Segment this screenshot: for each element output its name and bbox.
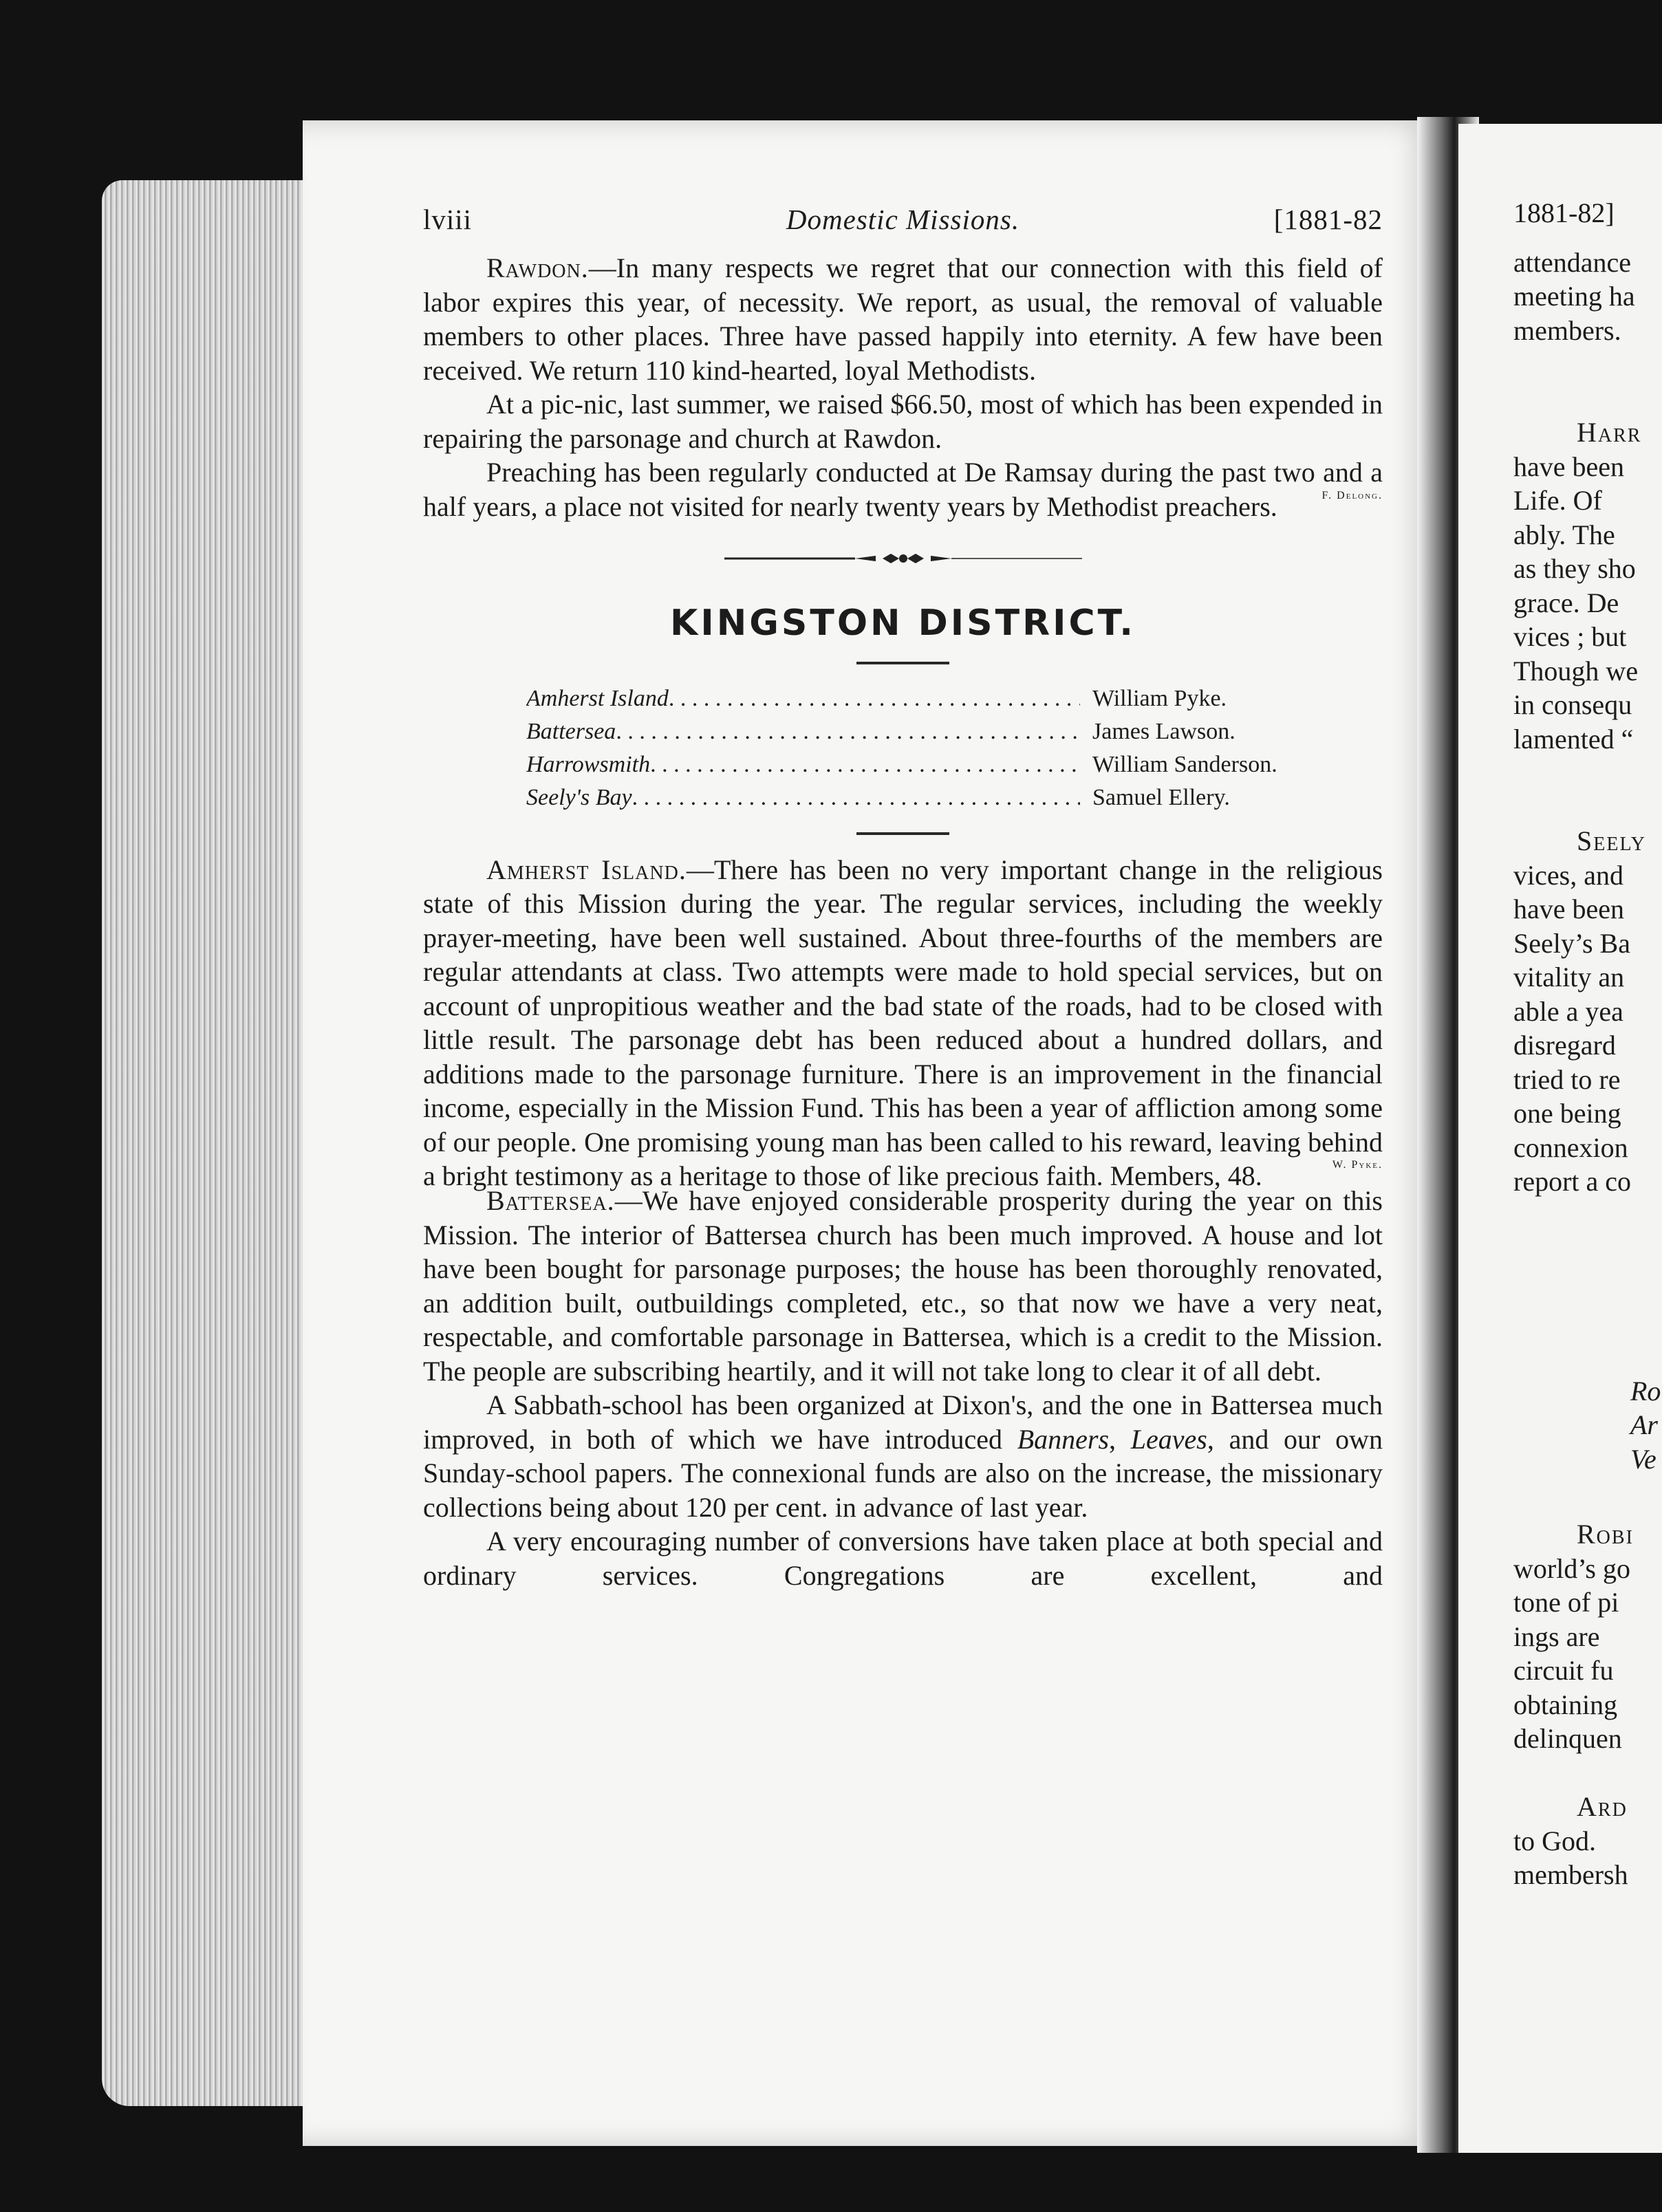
text-line: circuit fu: [1513, 1655, 1614, 1686]
text-line: [1513, 1756, 1662, 1790]
text-line: Robi: [1577, 1519, 1634, 1550]
text-line: Seely: [1577, 825, 1646, 856]
amherst-paragraph: Amherst Island.—There has been no very important change in the religious state of this Mission during the year. The regular services, including the weekly prayer-meeting, have been well sustained. About three-fourths of the members are regular attendants at class. Two attempts were made to hold special services, but on account of unpropitious weather and the bad state of the roads, had to be closed with little result. The parsonage debt has been reduced about a hundred dollars, and additions made to the parsonage furniture. There is an improvement in the financial income, especially in the Mission Fund. This has been a year of affliction among some of our people. One promising young man has been called to his reward, leaving behind a bright testimony as a heritage to those of like precious faith. Members, 48.: [423, 854, 1383, 1191]
district-title: KINGSTON DISTRICT.: [670, 602, 1136, 644]
text-line: members.: [1513, 314, 1621, 346]
mission-place: Harrowsmith: [526, 751, 651, 777]
mission-minister: Samuel Ellery.: [1092, 784, 1230, 810]
title-rule: [856, 662, 949, 664]
list-rule: [856, 832, 949, 835]
battersea-heading: Battersea.: [486, 1185, 615, 1216]
right-running-year: 1881-82]: [1513, 197, 1615, 228]
text-line: attendance: [1513, 246, 1631, 278]
list-item: [526, 748, 1317, 781]
text-line: disregard: [1513, 1030, 1616, 1061]
text-line: Ve: [1630, 1443, 1656, 1475]
text-line: have been: [1513, 451, 1625, 482]
text-line: Ar: [1630, 1409, 1658, 1440]
text-line: vices, and: [1513, 859, 1623, 891]
running-title: Domestic Missions.: [786, 204, 1020, 235]
text-line: world’s go: [1513, 1552, 1630, 1584]
rawdon-paragraph-1: Rawdon.—In many respects we regret that our connection with this field of labor expires this year, of necessity. We report, as usual, the removal of valuable members to other places. Three have passed happily into eternity. A few have been received. We return 110 kind-hearted, loyal Methodists.: [423, 252, 1383, 386]
text-line: in consequ: [1513, 689, 1632, 720]
text-line: tried to re: [1513, 1063, 1621, 1095]
running-head: [423, 203, 1383, 251]
text-line: delinquen: [1513, 1723, 1622, 1754]
battersea-paragraph-1: Battersea.—We have enjoyed considerable prosperity during the year on this Mission. The interior of Battersea church has been much improved. A house and lot have been bought for parsonage purposes; the house has been thoroughly renovated, an addition built, outbuildings completed, etc., so that now we have a very neat, respectable, and comfortable parsonage in Battersea, which is a credit to the Mission. The people are subscribing heartily, and it will not take long to clear it of all debt.: [423, 1185, 1383, 1387]
mission-place: Battersea: [526, 718, 616, 744]
list-item: [526, 682, 1317, 715]
text-line: obtaining: [1513, 1689, 1618, 1720]
rawdon-paragraph-2: At a pic-nic, last summer, we raised $66.50, most of which has been expended in repairing the parsonage and church at Rawdon.: [423, 389, 1383, 454]
text-line: vices ; but: [1513, 621, 1627, 652]
text-line: able a yea: [1513, 995, 1623, 1027]
text-line: tone of pi: [1513, 1587, 1619, 1618]
text-line: [1513, 756, 1662, 790]
mission-minister: James Lawson.: [1092, 718, 1235, 744]
rawdon-paragraph-3: Preaching has been regularly conducted at De Ramsay during the past two and a half years, a place not visited for nearly twenty years by Methodist preachers.: [423, 457, 1383, 522]
list-item: [526, 781, 1317, 814]
mission-place: Amherst Island: [526, 685, 669, 711]
list-item: [526, 715, 1317, 748]
text-line: Seely’s Ba: [1513, 927, 1630, 959]
mission-minister: William Pyke.: [1092, 685, 1227, 711]
right-page-lines: [1513, 246, 1662, 1199]
battersea-paragraph-3: A very encouraging number of conversions have taken place at both special and ordinary services. Congregations are excellent, and: [423, 1526, 1383, 1591]
text-line: vitality an: [1513, 962, 1625, 993]
amherst-signature: W. Pyke.: [1332, 1159, 1383, 1171]
mission-place: Seely's Bay: [526, 784, 632, 810]
text-line: Harr: [1577, 417, 1642, 448]
left-page-text: [423, 203, 1383, 1592]
text-line: [1513, 382, 1662, 416]
rawdon-heading: Rawdon.: [486, 252, 589, 283]
right-page-italic-lines: [1513, 1374, 1662, 1477]
text-line: to God.: [1513, 1825, 1596, 1856]
right-page-text: [1513, 196, 1662, 1892]
text-line: ings are: [1513, 1620, 1600, 1652]
text-line: [1513, 347, 1662, 382]
text-line: [1513, 790, 1662, 825]
text-line: Life. Of: [1513, 485, 1602, 516]
text-line: ably. The: [1513, 519, 1615, 550]
text-line: one being: [1513, 1098, 1621, 1129]
text-line: Though we: [1513, 655, 1639, 686]
ornament-rule-icon: [717, 550, 1089, 567]
text-line: as they sho: [1513, 553, 1636, 584]
battersea-paragraph-2: A Sabbath-school has been organized at Dixon's, and the one in Battersea much improved, in both of which we have introduced Banners, Leaves, and our own Sunday-school papers. The connexional funds are also on the increase, the missionary collections being about 120 per cent. in advance of last year.: [423, 1389, 1383, 1523]
text-line: Ro: [1630, 1375, 1661, 1407]
text-line: report a co: [1513, 1166, 1632, 1197]
mission-minister: William Sanderson.: [1092, 751, 1277, 777]
text-line: lamented “: [1513, 723, 1634, 755]
page-edges: [102, 180, 312, 2106]
text-line: membersh: [1513, 1859, 1628, 1890]
text-line: Ard: [1577, 1791, 1628, 1822]
right-page-bottom-lines: [1513, 1517, 1662, 1892]
running-year: [1881-82: [1273, 204, 1383, 235]
text-line: grace. De: [1513, 587, 1619, 618]
text-line: have been: [1513, 893, 1625, 924]
page-number: lviii: [423, 204, 473, 235]
text-line: connexion: [1513, 1131, 1628, 1163]
rawdon-signature: F. Delong.: [1321, 489, 1383, 501]
section-ornament: [423, 538, 1383, 579]
mission-list: [526, 682, 1317, 814]
text-line: meeting ha: [1513, 281, 1635, 312]
amherst-heading: Amherst Island.: [486, 854, 687, 885]
